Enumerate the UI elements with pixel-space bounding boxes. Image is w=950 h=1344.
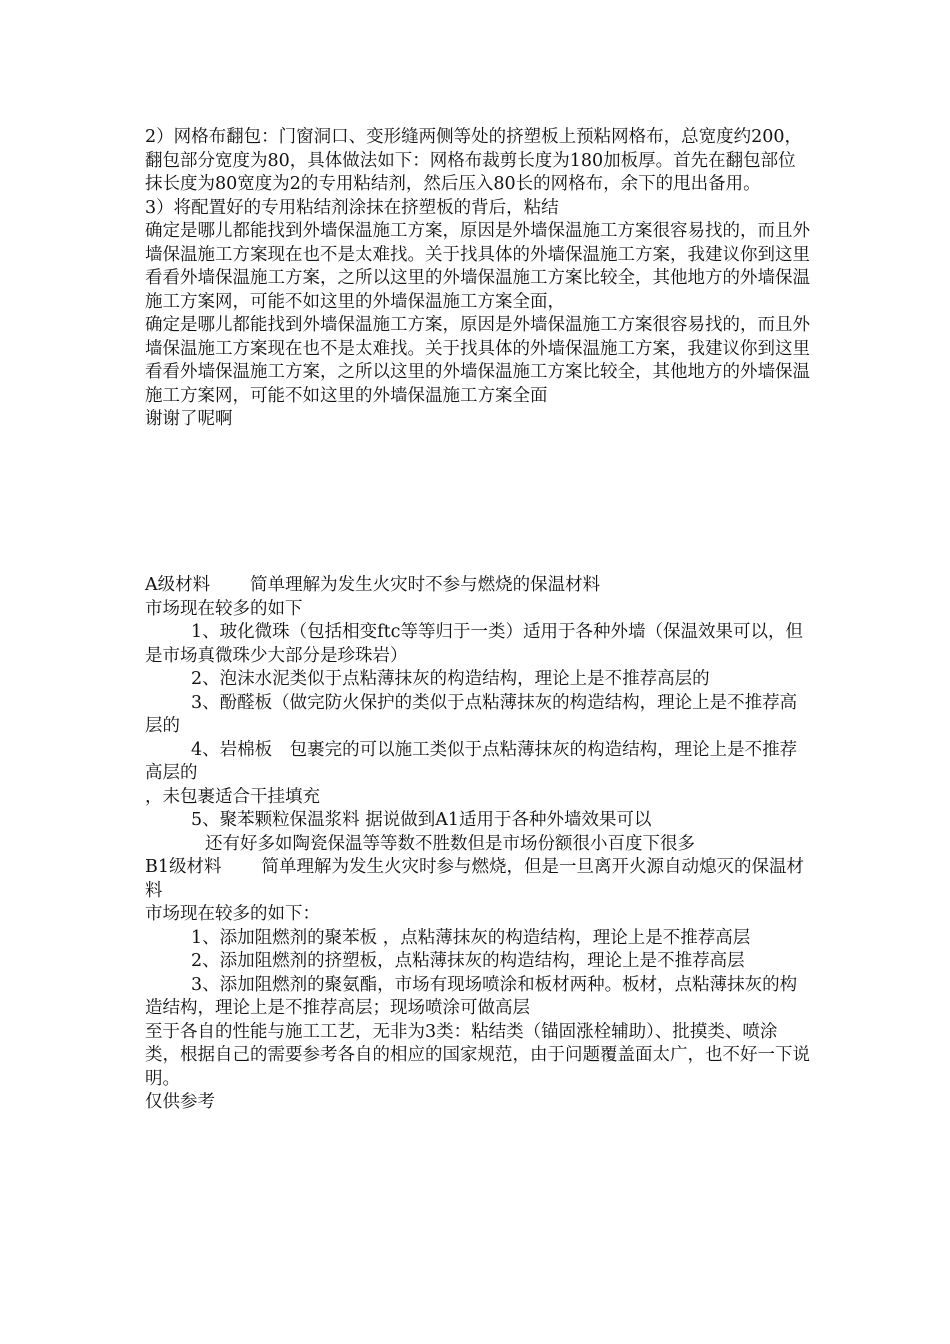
grade-a-item: 2、泡沫水泥类似于点粘薄抹灰的构造结构，理论上是不推荐高层的 (191, 669, 710, 689)
grade-b1-label: B1级材料 (145, 857, 222, 877)
grade-a-item: 1、玻化微珠（包括相变ftc等等归于一类）适用于各种外墙（保温效果可以，但是市场真微珠少大部分是珍珠岩） (145, 622, 803, 666)
grade-a-item: 3、酚醛板（做完防火保护的类似于点粘薄抹灰的构造结构，理论上是不推荐高层的 (145, 692, 798, 736)
grade-a-heading (145, 574, 810, 598)
paragraph-thanks: 谢谢了呢啊 (145, 409, 233, 429)
grade-b1-item: 2、添加阻燃剂的挤塑板，点粘薄抹灰的构造结构，理论上是不推荐高层 (191, 951, 745, 971)
summary-paragraph: 至于各自的性能与施工工艺，无非为3类：粘结类（锚固涨栓辅助）、批摸类、喷涂类，根据自己的需要参考各自的相应的国家规范，由于问题覆盖面太广，也不好一下说明。 (145, 1021, 810, 1089)
section-material-grades (145, 574, 810, 1115)
paragraph-filler-2: 确定是哪儿都能找到外墙保温施工方案，原因是外墙保温施工方案很容易找的，而且外墙保温施工方案现在也不是太难找。关于找具体的外墙保温施工方案，我建议你到这里看看外墙保温施工方案，之所以这里的外墙保温施工方案比较全，其他地方的外墙保温施工方案网，可能不如这里的外墙保温施工方案全面 (145, 315, 810, 406)
grade-b1-item: 1、添加阻燃剂的聚苯板 ，点粘薄抹灰的构造结构，理论上是不推荐高层 (191, 927, 751, 948)
grade-b1-item: 3、添加阻燃剂的聚氨酯，市场有现场喷涂和板材两种。板材，点粘薄抹灰的构造结构，理论上是不推荐高层；现场喷涂可做高层 (145, 974, 798, 1018)
grade-a-label: A级材料 (145, 575, 211, 595)
paragraph-mesh-wrapping: 2）网格布翻包：门窗洞口、变形缝两侧等处的挤塑板上预粘网格布，总宽度约200，翻包部分宽度为80，具体做法如下：网格布裁剪长度为180加板厚。首先在翻包部位抹长度为80宽度为2的专用粘结剂，然后压入80长的网格布，余下的甩出备用。 (145, 127, 803, 194)
section-construction-steps (145, 126, 810, 432)
grade-a-intro: 市场现在较多的如下 (145, 598, 303, 619)
grade-b1-intro: 市场现在较多的如下： (145, 904, 320, 924)
paragraph-adhesive-step: 3）将配置好的专用粘结剂涂抹在挤塑板的背后，粘结 (145, 197, 559, 218)
grade-a-item: 4、岩棉板 包裹完的可以施工类似于点粘薄抹灰的构造结构，理论上是不推荐高层的 (145, 739, 798, 783)
grade-a-more: 还有好多如陶瓷保温等等数不胜数但是市场份额很小百度下很多 (205, 833, 695, 854)
grade-b1-description: 简单理解为发生火灾时参与燃烧，但是一旦离开火源自动熄灭的保温材料 (145, 857, 804, 901)
paragraph-filler-1: 确定是哪儿都能找到外墙保温施工方案，原因是外墙保温施工方案很容易找的，而且外墙保温施工方案现在也不是太难找。关于找具体的外墙保温施工方案，我建议你到这里看看外墙保温施工方案，之所以这里的外墙保温施工方案比较全，其他地方的外墙保温施工方案网，可能不如这里的外墙保温施工方案全面， (145, 221, 810, 312)
grade-a-item: 5、聚苯颗粒保温浆料 据说做到A1适用于各种外墙效果可以 (191, 810, 652, 830)
footer-note: 仅供参考 (145, 1092, 215, 1112)
grade-a-description: 简单理解为发生火灾时不参与燃烧的保温材料 (250, 575, 601, 595)
grade-b1-heading (145, 856, 810, 903)
grade-a-note: ，未包裹适合干挂填充 (145, 786, 320, 807)
